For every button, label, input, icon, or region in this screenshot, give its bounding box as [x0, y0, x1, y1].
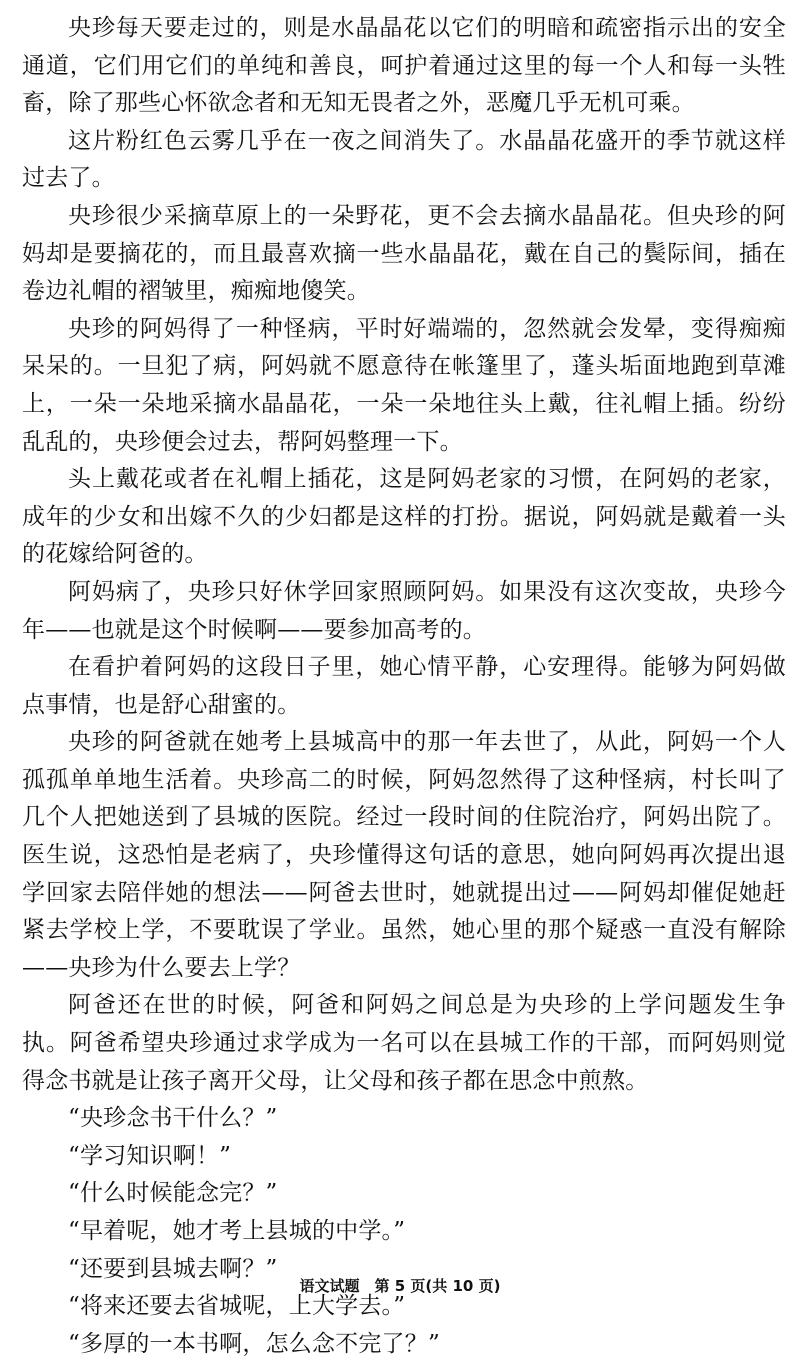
paragraph: 阿妈病了，央珍只好休学回家照顾阿妈。如果没有这次变故，央珍今年——也就是这个时候啊——要参加高考的。 — [22, 578, 786, 643]
paragraph: 央珍很少采摘草原上的一朵野花，更不会去摘水晶晶花。但央珍的阿妈却是要摘花的，而且最喜欢摘一些水晶晶花，戴在自己的鬓际间，插在卷边礼帽的褶皱里，痴痴地傻笑。 — [22, 202, 786, 305]
dialogue-line: “将来还要去省城呢，上大学去。” — [68, 1293, 406, 1320]
dialogue-line: “什么时候能念完？” — [68, 1180, 278, 1207]
article-body — [22, 10, 786, 1363]
page-footer: 语文试题 第 5 页(共 10 页) — [299, 1277, 501, 1295]
dialogue-line: “还要到县城去啊？” — [68, 1255, 278, 1282]
paragraph: 央珍的阿妈得了一种怪病，平时好端端的，忽然就会发晕，变得痴痴呆呆的。一旦犯了病，阿妈就不愿意待在帐篷里了，蓬头垢面地跑到草滩上，一朵一朵地采摘水晶晶花，一朵一朵地往头上戴，往礼帽上插。纷纷乱乱的，央珍便会过去，帮阿妈整理一下。 — [22, 315, 786, 455]
dialogue-line: “学习知识啊！” — [68, 1142, 232, 1169]
paragraph: 阿爸还在世的时候，阿爸和阿妈之间总是为央珍的上学问题发生争执。阿爸希望央珍通过求学成为一名可以在县城工作的干部，而阿妈则觉得念书就是让孩子离开父母，让父母和孩子都在思念中煎熬。 — [22, 992, 786, 1094]
dialogue-line: “多厚的一本书啊，怎么念不完了？” — [68, 1330, 440, 1357]
paragraph: 这片粉红色云雾几乎在一夜之间消失了。水晶晶花盛开的季节就这样过去了。 — [22, 127, 786, 192]
dialogue-line: “央珍念书干什么？” — [68, 1105, 278, 1132]
dialogue-line: “早着呢，她才考上县城的中学。” — [68, 1218, 406, 1244]
paragraph: 在看护着阿妈的这段日子里，她心情平静，心安理得。能够为阿妈做点事情，也是舒心甜蜜的。 — [22, 654, 786, 718]
paragraph: 央珍的阿爸就在她考上县城高中的那一年去世了，从此，阿妈一个人孤孤单单地生活着。央珍高二的时候，阿妈忽然得了这种怪病，村长叫了几个人把她送到了县城的医院。经过一段时间的住院治疗，阿妈出院了。医生说，这恐怕是老病了，央珍懂得这句话的意思，她向阿妈再次提出退学回家去陪伴她的想法——阿爸去世时，她就提出过——阿妈却催促她赶紧去学校上学，不要耽误了学业。虽然，她心里的那个疑惑一直没有解除——央珍为什么要去上学？ — [22, 729, 786, 981]
paragraph: 头上戴花或者在礼帽上插花，这是阿妈老家的习惯，在阿妈的老家，成年的少女和出嫁不久的少妇都是这样的打扮。据说，阿妈就是戴着一头的花嫁给阿爸的。 — [22, 466, 786, 568]
paragraph: 央珍每天要走过的，则是水晶晶花以它们的明暗和疏密指示出的安全通道，它们用它们的单纯和善良，呵护着通过这里的每一个人和每一头牲畜，除了那些心怀欲念者和无知无畏者之外，恶魔几乎无机可乘。 — [22, 15, 786, 117]
